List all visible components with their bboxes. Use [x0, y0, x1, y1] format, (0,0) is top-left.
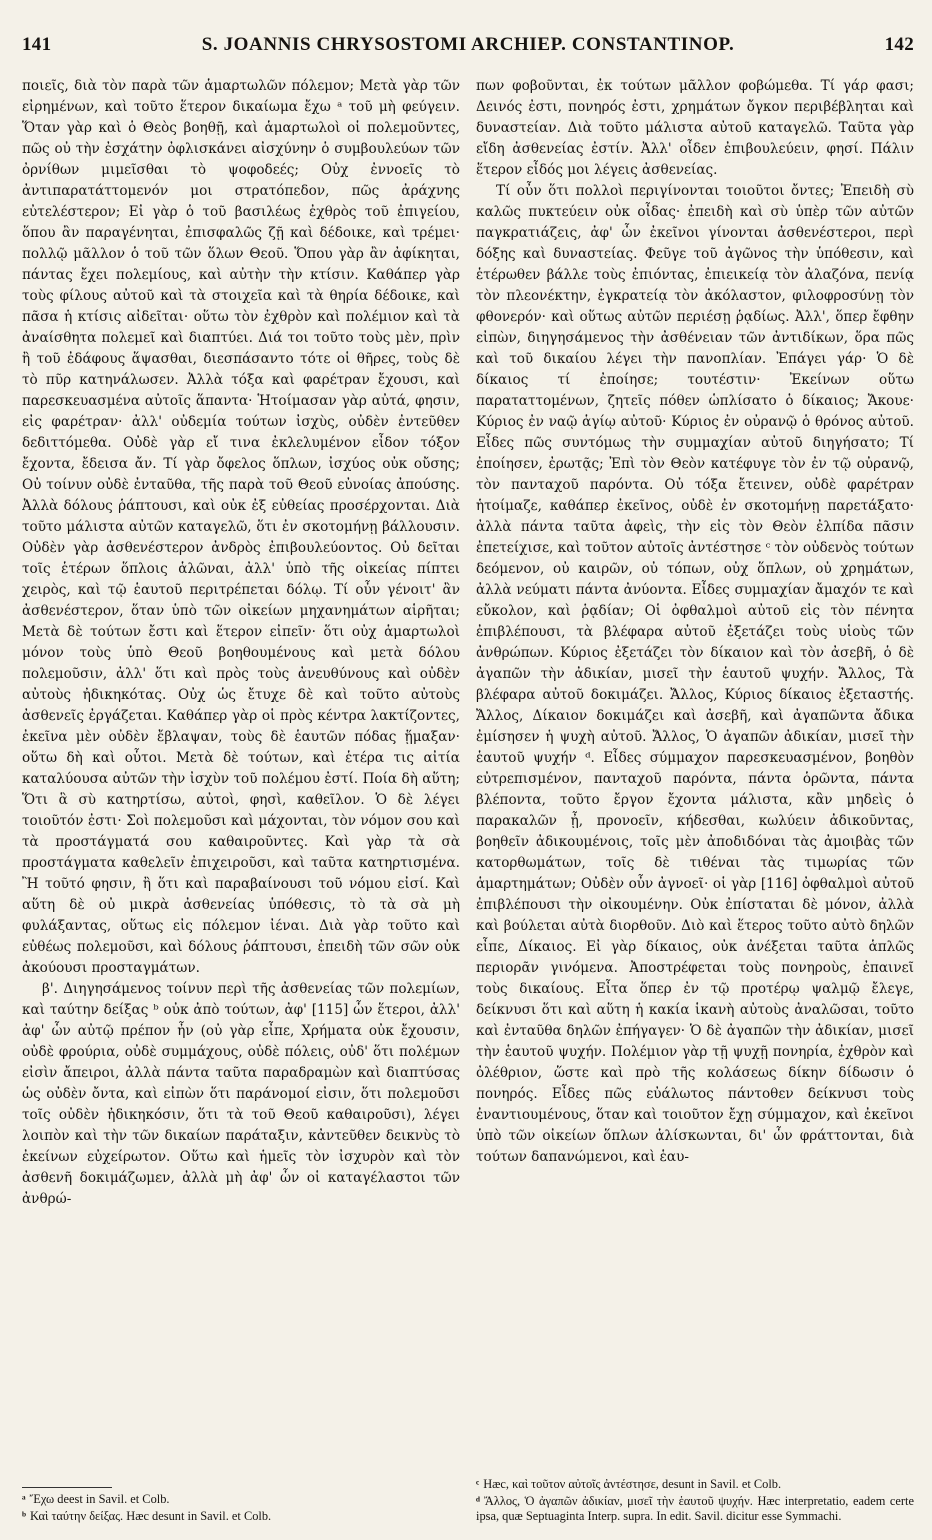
- left-paragraph-2: β'. Διηγησάμενος τοίνυν περὶ τῆς ἀσθενείας τῶν πολεμίων, καὶ ταύτην δείξας ᵇ οὐκ ἀπὸ τούτων, ἀφ' [115] ὧν ἕτεροι, ἀλλ' ἀφ' ὧν αὐτῷ πρέπον ἦν (οὐ γὰρ εἶπε, Χρήματα οὐκ ἔχουσιν, οὐδὲ φρούρια, οὐδὲ συμμάχους, οὐδὲ πόλεις, οὐδ' ὅτι πολέμων εἰσὶν ἄπειροι, ἀλλὰ πάντα ταῦτα παραδραμὼν καὶ διαπτύσας ὡς οὐδὲν ὄντα, καὶ εἰπὼν ὅτι παράνομοί εἰσιν, ὅτι πολεμοῦσι τοῖς οὐδὲν ἠδικηκόσιν, ὅτι τὰ τοῦ Θεοῦ καθαιροῦσι), λέγει λοιπὸν καὶ τὴν τῶν δικαίων παράταξιν, κἀντεῦθεν δεικνὺς τὸ ἐκείνων εὐχείρωτον. Οὕτω καὶ ἡμεῖς τὸν ἰσχυρὸν καὶ τὸν ἀσθενῆ δοκιμάζωμεν, ἀλλὰ μὴ ἀφ' ὧν οἱ καταγέλαστοι τῶν ἀνθρώ-: [22, 981, 460, 1207]
- page-number-left: 141: [22, 34, 52, 55]
- right-column: [476, 76, 914, 1526]
- footnote-mark: ᵇ: [22, 1509, 27, 1523]
- text-columns: [22, 76, 914, 1526]
- footnote-mark: ᵃ: [22, 1492, 26, 1506]
- right-column-body: [476, 76, 914, 1475]
- right-paragraph-2: Τί οὖν ὅτι πολλοὶ περιγίνονται τοιοῦτοι ὄντες; Ἐπειδὴ σὺ καλῶς πυκτεύειν οὐκ οἶδας· ἐπειδὴ καὶ σὺ ὑπὲρ τῶν αὐτῶν παγκρατιάζεις, ἀφ' ὧν ἐκεῖνοι γίνονται ἀσθενέστεροι, περὶ δόξης καὶ δυναστείας. Φεῦγε τοῦ ἀγῶνος τὴν ὑπόθεσιν, καὶ ἑτέρωθεν βάλλε τοὺς ἐπιόντας, ἐπιεικείᾳ τὸν ἀλαζόνα, πενίᾳ τὸν πλεονέκτην, ἐγκρατείᾳ τὸν ἀκόλαστον, φιλοφροσύνῃ τὸν φθονερόν· καὶ οὕτως αὐτῶν περιέσῃ ῥᾳδίως. Ἀλλ', ὅπερ ἔφθην εἰπὼν, διηγησάμενος τὴν ἀσθένειαν τῶν ἀντιδίκων, ὅρα πῶς καὶ τοῦ δικαίου λέγει τὴν πανοπλίαν. Ἐπάγει γάρ· Ὁ δὲ δίκαιος τί ἐποίησε; τουτέστιν· Ἐκείνων οὕτω παραταττομένων, ζητεῖς πόθεν ὡπλίσατο ὁ δίκαιος; Ἄκουε· Κύριος ἐν ναῷ ἁγίῳ αὐτοῦ· Κύριος ἐν οὐρανῷ ὁ θρόνος αὐτοῦ. Εἶδες πῶς συντόμως τὴν συμμαχίαν αὐτοῦ διηγήσατο; Τί ἐποίησεν, ἐρωτᾷς; Ἐπὶ τὸν Θεὸν κατέφυγε τὸν ἐν τῷ οὐρανῷ, τὸν πανταχοῦ παρόντα. Οὐ τόξα ἔτεινεν, οὐδὲ φαρέτραν ἡτοίμαζε, καθάπερ ἐκεῖνος, οὐδὲ ἐν σκοτομήνῃ παρετάξατο· ἀλλὰ πάντα ταῦτα ἀφεὶς, τὴν εἰς τὸν Θεὸν ἐλπίδα πᾶσιν ἐπετείχισε, καὶ τοῦτον αὐτοῖς ἀντέστησε ᶜ τὸν οὐδενὸς τούτων δεόμενον, οὐ καιρῶν, οὐ τόπων, οὐχ ὅπλων, οὐ χρημάτων, ἀλλὰ νεύματι πάντα ἀνύοντα. Εἶδες συμμαχίαν ἄμαχόν τε καὶ εὔκολον, καὶ ῥᾳδίαν; Οἱ ὀφθαλμοὶ αὐτοῦ εἰς τὸν πένητα ἐπιβλέπουσι, τὰ βλέφαρα αὐτοῦ ἐξετάζει τοὺς υἱοὺς τῶν ἀνθρώπων. Κύριος ἐξετάζει τὸν δίκαιον καὶ τὸν ἀσεβῆ, ὁ δὲ ἀγαπῶν τὴν ἀδικίαν, μισεῖ τὴν ἑαυτοῦ ψυχήν. Ἄλλος, Τὰ βλέφαρα αὐτοῦ δοκιμάζει. Ἄλλος, Κύριος δίκαιος ἐξεταστής. Ἄλλος, Δίκαιον δοκιμάζει καὶ ἀσεβῆ, καὶ ἀγαπῶντα ἄδικα ἐμίσησεν ἡ ψυχὴ αὐτοῦ. Ἄλλος, Ὁ ἀγαπῶν ἀδικίαν, μισεῖ τὴν ἑαυτοῦ ψυχήν ᵈ. Εἶδες σύμμαχον παρεσκευασμένον, βοηθὸν εὐτρεπισμένον, πανταχοῦ παρόντα, πάντα ὁρῶντα, πάντα βλέποντα, τοῦτο ἔργον ἔχοντα μάλιστα, κἂν μηδεὶς ὁ παρακαλῶν ᾖ, προνοεῖν, κήδεσθαι, κωλύειν ἀδικοῦντας, βοηθεῖν ἀδικουμένοις, τοῖς μὲν ἀποδιδόναι τὰς ἀμοιβὰς τῶν κατορθωμάτων, τοῖς δὲ τιθέναι τὰς τιμωρίας τῶν ἁμαρτημάτων; Οὐδὲν οὖν ἀγνοεῖ· οἱ γὰρ [116] ὀφθαλμοὶ αὐτοῦ ἐπιβλέπουσι τὴν οἰκουμένην. Οὐκ ἐπίσταται δὲ μόνον, ἀλλὰ καὶ βούλεται αὐτὰ διορθοῦν. Διὸ καὶ ἕτερος τοῦτο αὐτὸ δηλῶν εἶπε, Δίκαιος. Εἰ γὰρ δίκαιος, οὐκ ἀνέξεται ταῦτα ἁπλῶς περιορᾶν γινόμενα. Ἀποστρέφεται τοὺς πονηροὺς, ἐπαινεῖ τοὺς δικαίους. Εἶτα ὅπερ ἐν τῷ προτέρῳ ψαλμῷ ἔλεγε, δείκνυσι ὅτι καὶ αὕτη ἡ κακία ἱκανὴ αὐτοὺς ἀναλῶσαι, τοῦτο καὶ ἐνταῦθα δηλῶν ἐπήγαγεν· Ὁ δὲ ἀγαπῶν τὴν ἀδικίαν, μισεῖ τὴν ἑαυτοῦ ψυχήν. Πολέμιον γὰρ τῇ ψυχῇ πονηρία, ἐχθρὸν καὶ ὀλέθριον, ὥστε καὶ πρὸ τῆς κολάσεως δίκην δίδωσιν ὁ πονηρός. Εἶδες πῶς εὐάλωτος πάντοθεν δείκνυσι τοὺς ἐναντιουμένους, ὅταν καὶ τοιοῦτον ἔχῃ σύμμαχον, καὶ ἐκεῖνοι ὑπὸ τῶν οἰκείων ὅπλων ἁλίσκωνται, δι' ὧν φράττονται, διὰ τούτων δαπανώμενοι, καὶ ἑαυ-: [476, 183, 914, 1165]
- right-paragraph-1: πων φοβοῦνται, ἐκ τούτων μᾶλλον φοβώμεθα. Τί γάρ φασι; Δεινός ἐστι, πονηρός ἐστι, χρημάτων ὄγκον περιβέβληται καὶ δυναστείαν. Διὰ τοῦτο μάλιστα αὐτοῦ καταγελῶ. Ταῦτα γὰρ εἴδη ἀσθενείας ἐστίν. Ἀλλ' οἶδεν ἐπιβουλεύειν, φησί. Πάλιν ἕτερον εἶδός μοι λέγεις ἀσθενείας.: [476, 78, 914, 178]
- running-head: [22, 34, 914, 60]
- left-column: [22, 76, 460, 1526]
- left-column-body: [22, 76, 460, 1477]
- footnote-mark: ᶜ: [476, 1477, 480, 1491]
- footnote: [22, 1492, 460, 1507]
- footnote-text: Ἄλλος, Ὁ ἀγαπῶν ἀδικίαν, μισεῖ τὴν ἑαυτοῦ ψυχήν. Hæc interpretatio, eadem certe ipsa, quæ Septuaginta Interp. supra. In edit. Savil. dicitur esse Symmachi.: [476, 1494, 914, 1523]
- footnote-rule: [22, 1487, 112, 1488]
- footnote: [476, 1477, 914, 1492]
- footnotes-left: [22, 1477, 460, 1526]
- footnote-text: Hæc, καὶ τοῦτον αὐτοῖς ἀντέστησε, desunt in Savil. et Colb.: [483, 1477, 782, 1491]
- footnote-mark: ᵈ: [476, 1494, 481, 1508]
- footnotes-right: [476, 1475, 914, 1526]
- footnote: [476, 1494, 914, 1524]
- left-paragraph-1: ποιεῖς, διὰ τὸν παρὰ τῶν ἁμαρτωλῶν πόλεμον; Μετὰ γὰρ τῶν εἰρημένων, καὶ τοῦτο ἕτερον δικαίωμα ἔχω ᵃ τοῦ μὴ φεύγειν. Ὅταν γὰρ καὶ ὁ Θεὸς βοηθῇ, καὶ ἁμαρτωλοὶ οἱ πολεμοῦντες, πῶς οὐ τὴν ἐσχάτην ὀφλισκάνει αἰσχύνην ὁ συμβουλεύων τῶν ὀρνίθων μιμεῖσθαι τὸ ψοφοδεές; Οὐχ ἐννοεῖς τὸ ἀντιπαρατάττομενόν μοι στρατόπεδον, πῶς ἀράχνης εὐτελέστερον; Εἰ γὰρ ὁ τοῦ βασιλέως ἐχθρὸς τοῦ ἐπιγείου, ὅπου ἂν παραγένηται, ἐπισφαλῶς ζῇ καὶ δέδοικε, καὶ τρέμει· πολλῷ μᾶλλον ὁ τοῦ τῶν ὅλων Θεοῦ. Ὅπου γὰρ ἂν ἀφίκηται, πάντας ἔχει πολεμίους, καὶ αὐτὴν τὴν κτίσιν. Καθάπερ γὰρ τοὺς φίλους αὐτοῦ καὶ τὰ στοιχεῖα καὶ τὰ θηρία δέδοικε, καὶ πᾶσα ἡ κτίσις αἰδεῖται· οὕτω τὸν ἐχθρὸν καὶ πολέμιον καὶ τὰ ἀναίσθητα πολεμεῖ καὶ διαπτύει. Διά τοι τοῦτο τοὺς μὲν, πρὶν ἢ τοῦ ἐδάφους ἅψασθαι, διεσπάσαντο τότε οἱ θῆρες, τοὺς δὲ τὸ πῦρ κατηνάλωσεν. Ἀλλὰ τόξα καὶ φαρέτραν ἔχουσι, καὶ παρεσκευασμένα αὐτοῖς ἅπαντα· Ἡτοίμασαν γὰρ αὐτά, φησιν, εἰς φαρέτραν· ἀλλ' οὐδεμία τούτων ἰσχὺς, οὐδὲν ἐντεῦθεν δεδιττόμεθα. Οὐδὲ γὰρ εἴ τινα ἐκλελυμένον εἶδον τόξον ἔχοντα, ἔδεισα ἄν. Τί γὰρ ὄφελος ὅπλων, ἰσχύος οὐκ οὔσης; Οὐ τοίνυν οὐδὲ ἐνταῦθα, τῆς παρὰ τοῦ Θεοῦ εὐνοίας ἀπούσης. Ἀλλὰ δόλους ῥάπτουσι, καὶ οὐκ ἐξ εὐθείας προσέρχονται. Διὰ τοῦτο μάλιστα αὐτῶν καταγελῶ, ὅτι ἐν σκοτομήνῃ βάλλουσιν. Οὐδὲν γὰρ ἀσθενέστερον ἀνδρὸς ἐπιβουλεύοντος. Οὐ δεῖται τοῖς ἑτέρων ὅπλοις ἁλῶναι, ἀλλ' ὑπὸ τῆς οἰκείας πίπτει χειρὸς, καὶ τῷ ἑαυτοῦ περιτρέπεται δόλῳ. Τί οὖν γένοιτ' ἂν ἀσθενέστερον, ὅταν ὑπὸ τῶν οἰκείων μηχανημάτων αἱρῆται; Μετὰ δὲ τούτων ἔστι καὶ ἕτερον εἰπεῖν· ὅτι οὐχ ἁμαρτωλοὶ μόνον τοὺς ὑπὸ Θεοῦ βοηθουμένους καὶ μετὰ δόλου πολεμοῦσιν, ἀλλ' ὅτι καὶ πρὸς τοὺς ἀνευθύνους καὶ οὐδὲν αὐτοὺς ἠδικηκότας. Οὐχ ὡς ἔτυχε δὲ καὶ τοῦτο αὐτοὺς ἀσθενεῖς ἐργάζεται. Καθάπερ γὰρ οἱ πρὸς κέντρα λακτίζοντες, ἐκεῖνα μὲν οὐδὲν ἔβλαψαν, τοὺς δὲ ἑαυτῶν πόδας ᾕμαξαν· οὕτω δὴ καὶ οὗτοι. Μετὰ δὲ τούτων, καὶ ἑτέρα τις αἰτία καταλύουσα αὐτῶν τὴν ἰσχὺν τοῦ πολέμου ἐστί. Ποία δὴ αὕτη; Ὅτι ἃ σὺ κατηρτίσω, αὐτοὶ, φησὶ, καθεῖλον. Ὁ δὲ λέγει τοιοῦτόν ἐστι· Σοὶ πολεμοῦσι καὶ μάχονται, τὸν νόμον σου καὶ τὰ προστάγματά σου καθαιροῦντες. Καὶ γὰρ τὰ σὰ προστάγματα καθελεῖν ἐπιχειροῦσι, καὶ ταῦτα κατηρτισμένα. Ἢ τοῦτό φησιν, ἢ ὅτι καὶ παραβαίνουσι τοῦ νόμου εἰσί. Καὶ αὕτη δὲ οὐ μικρὰ ἀσθενείας ὑπόθεσις, τὸ τὰ σὰ μὴ φυλάξαντας, οὕτως εἰς πόλεμον ἰέναι. Διὰ γὰρ τοῦτο καὶ εὐθέως πολεμοῦσι, καὶ δόλους ῥάπτουσι, ἐπειδὴ τῶν σῶν οὐκ ἀκούουσι προσταγμάτων.: [22, 78, 460, 976]
- footnote-text: Καὶ ταύτην δείξας. Hæc desunt in Savil. et Colb.: [30, 1509, 272, 1523]
- footnote: [22, 1509, 460, 1524]
- page-number-right: 142: [884, 34, 914, 55]
- running-title: S. JOANNIS CHRYSOSTOMI ARCHIEP. CONSTANTINOP.: [201, 34, 735, 55]
- footnote-text: Ἔχω deest in Savil. et Colb.: [29, 1492, 170, 1506]
